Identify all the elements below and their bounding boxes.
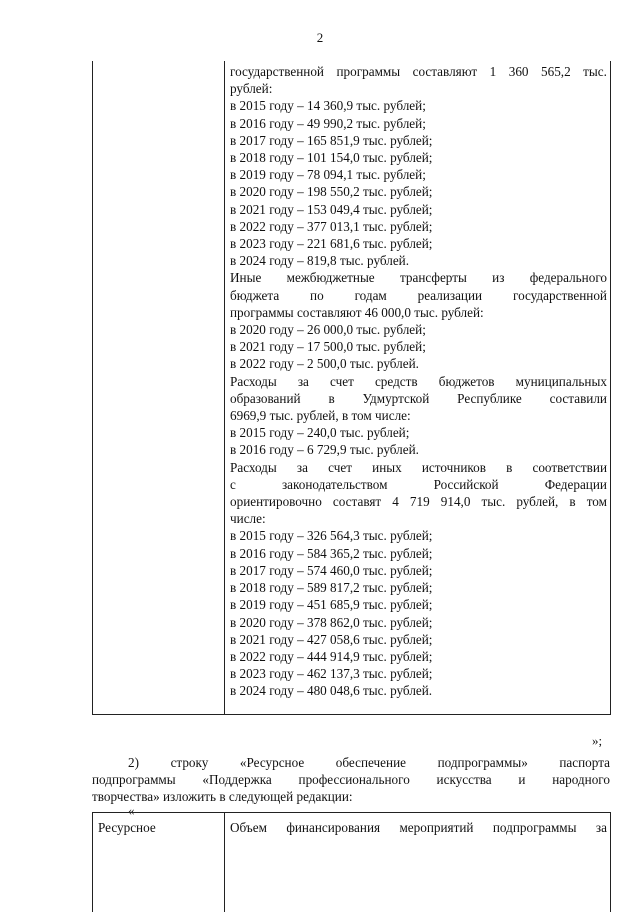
word: с	[230, 476, 236, 492]
subprogram-table	[92, 812, 611, 912]
word: обеспечение	[335, 755, 406, 770]
word: «Поддержка	[202, 772, 272, 788]
word: 1	[489, 64, 497, 79]
word: образований	[230, 390, 301, 406]
text-line: в 2018 году – 589 817,2 тыс. рублей;	[230, 580, 433, 596]
text-line: в 2017 году – 165 851,9 тыс. рублей;	[230, 132, 433, 148]
word: иных	[372, 459, 402, 475]
word: 360	[508, 64, 529, 79]
word: 2)	[128, 755, 139, 770]
word: счет	[328, 459, 352, 475]
word: 914,0	[440, 494, 471, 510]
text-line: программы составляют 46 000,0 тыс. рублей:	[230, 304, 484, 320]
word: мероприятий	[399, 820, 474, 835]
word: из	[492, 270, 505, 286]
page-number: 2	[316, 30, 324, 45]
word: искусства	[436, 772, 492, 788]
amendment-paragraph	[92, 754, 610, 806]
text-line	[230, 287, 607, 304]
word: Российской	[433, 476, 499, 492]
text-line	[92, 771, 610, 788]
resource-table	[92, 61, 611, 715]
text-line: рублей:	[230, 81, 273, 97]
text-line: в 2021 году – 153 049,4 тыс. рублей;	[230, 201, 433, 217]
text-line: в 2019 году – 451 685,9 тыс. рублей;	[230, 597, 433, 613]
text-line: в 2020 году – 198 550,2 тыс. рублей;	[230, 184, 433, 200]
word: за	[296, 459, 308, 475]
word: источников	[421, 459, 486, 475]
word: Расходы	[230, 373, 277, 389]
text-line: в 2016 году – 49 990,2 тыс. рублей;	[230, 115, 426, 131]
text-line	[230, 269, 607, 286]
word: подпрограммы»	[437, 755, 528, 770]
word: ориентировочно	[230, 494, 322, 510]
word: бюджета	[230, 287, 280, 303]
opening-quote: «	[128, 803, 135, 818]
word: государственной	[512, 287, 607, 303]
table-column-divider	[224, 61, 225, 714]
word: бюджетов	[438, 373, 495, 389]
table-column-divider	[224, 813, 225, 912]
word: по	[310, 287, 324, 303]
word: тыс.	[481, 494, 506, 510]
text-line	[230, 390, 607, 407]
word: составили	[549, 390, 607, 406]
word: программы	[336, 64, 401, 79]
word: тыс.	[583, 64, 607, 79]
word: средств	[374, 373, 418, 389]
text-line: в 2024 году – 480 048,6 тыс. рублей.	[230, 683, 433, 699]
word: федерального	[529, 270, 607, 286]
text-line: в 2022 году – 2 500,0 тыс. рублей.	[230, 356, 419, 372]
word: составят	[332, 494, 382, 510]
word: соответствии	[532, 459, 607, 475]
text-line	[230, 63, 607, 80]
text-line: в 2016 году – 6 729,9 тыс. рублей.	[230, 442, 419, 458]
word: трансферты	[399, 270, 467, 286]
word: народного	[552, 772, 610, 788]
text-line: в 2015 году – 326 564,3 тыс. рублей;	[230, 528, 433, 544]
word: подпрограммы	[492, 820, 577, 835]
text-line: в 2020 году – 26 000,0 тыс. рублей;	[230, 322, 426, 338]
text-line	[92, 754, 610, 771]
word: годам	[354, 287, 387, 303]
word: Объем	[230, 820, 267, 835]
word: «Ресурсное	[239, 755, 305, 770]
text-line: в 2016 году – 584 365,2 тыс. рублей;	[230, 545, 433, 561]
word: в	[506, 459, 513, 475]
word: Иные	[230, 270, 262, 286]
text-line: в 2021 году – 427 058,6 тыс. рублей;	[230, 631, 433, 647]
text-line	[230, 459, 607, 476]
text-line	[230, 493, 607, 510]
table-right-cell	[230, 63, 607, 700]
word: 719	[409, 494, 430, 510]
word: муниципальных	[515, 373, 607, 389]
word: Расходы	[230, 459, 277, 475]
text-line: в 2020 году – 378 862,0 тыс. рублей;	[230, 614, 433, 630]
text-line: в 2023 году – 221 681,6 тыс. рублей;	[230, 236, 433, 252]
word: за	[595, 820, 607, 835]
word: паспорта	[559, 755, 610, 770]
text-line: числе:	[230, 511, 266, 527]
text-line	[230, 476, 607, 493]
text-line: в 2015 году – 240,0 тыс. рублей;	[230, 425, 410, 441]
word: и	[518, 772, 526, 788]
text-line: творчества» изложить в следующей редакции:	[92, 789, 353, 805]
text-line: в 2015 году – 14 360,9 тыс. рублей;	[230, 98, 426, 114]
text-line: в 2021 году – 17 500,0 тыс. рублей;	[230, 339, 426, 355]
text-line: в 2018 году – 101 154,0 тыс. рублей;	[230, 150, 433, 166]
text-line: в 2023 году – 462 137,3 тыс. рублей;	[230, 666, 433, 682]
word: законодательством	[281, 476, 388, 492]
word: строку	[170, 755, 209, 770]
word: 565,2	[541, 64, 571, 79]
word: реализации	[417, 287, 483, 303]
word: рублей,	[516, 494, 559, 510]
word: в	[569, 494, 576, 510]
text-line: в 2019 году – 78 094,1 тыс. рублей;	[230, 167, 426, 183]
word: составляют	[412, 64, 478, 79]
table-right-cell	[230, 820, 607, 836]
closing-quote: »;	[592, 733, 603, 748]
word: подпрограммы	[92, 772, 176, 788]
table-left-cell: Ресурсное	[98, 820, 156, 835]
word: государственной	[230, 64, 324, 79]
word: финансирования	[286, 820, 381, 835]
text-line: в 2022 году – 377 013,1 тыс. рублей;	[230, 218, 433, 234]
word: Удмуртской	[362, 390, 430, 406]
word: за	[297, 373, 309, 389]
text-line: в 2022 году – 444 914,9 тыс. рублей;	[230, 648, 433, 664]
text-line	[230, 373, 607, 390]
text-line: в 2024 году – 819,8 тыс. рублей.	[230, 253, 410, 269]
word: 4	[392, 494, 399, 510]
word: том	[586, 494, 607, 510]
word: Республике	[457, 390, 522, 406]
word: в	[328, 390, 335, 406]
word: счет	[330, 373, 354, 389]
text-line: в 2017 году – 574 460,0 тыс. рублей;	[230, 562, 433, 578]
word: Федерации	[544, 476, 607, 492]
text-line: 6969,9 тыс. рублей, в том числе:	[230, 408, 411, 424]
word: межбюджетные	[286, 270, 375, 286]
word: профессионального	[298, 772, 410, 788]
